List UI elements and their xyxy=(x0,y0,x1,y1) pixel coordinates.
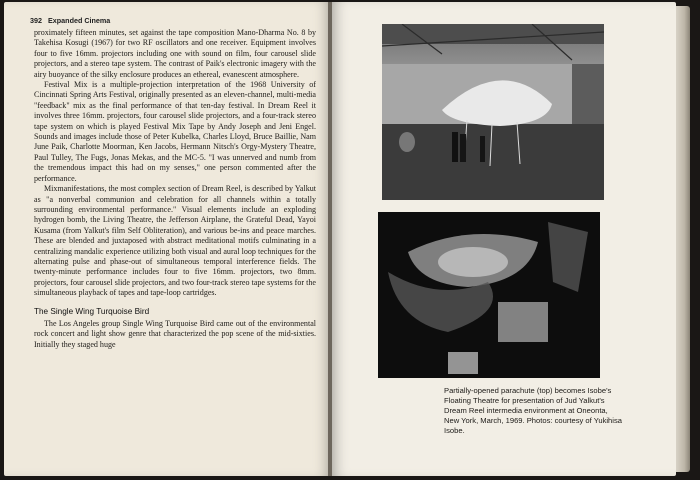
left-page xyxy=(4,2,330,476)
section-subheading: The Single Wing Turquoise Bird xyxy=(34,306,150,316)
paragraph-festival-mix: Festival Mix is a multiple-projection interpretation of the 1968 University of Cincinnati Spring Arts Festival, originally presented as an eleven-channel, multi-media "feedback" mix as the final performance of that ten-day festival. In Dream Reel it involves three 16mm. projectors, four carousel slide projectors, and a four-track stereo tape system on which is played Festival Mix Tape by Andy Joseph and Jeni Engel. Sounds and images include those of Peter Kubelka, Charles Lloyd, Bruce Baillie, Nam June Paik, Charlotte Moorman, Ken Jacobs, Hermann Nitsch's Orgy-Mystery Theatre, Paul Tulley, The Fugs, Jonas Mekas, and the MC-5. "I was unnerved and numb from the tremendous impact this had on my senses," one person commented after the performance. xyxy=(34,80,316,183)
running-title: Expanded Cinema xyxy=(48,16,111,25)
parachute-photo-drawing xyxy=(382,24,604,200)
running-head xyxy=(30,16,316,25)
parachute-photo xyxy=(382,24,604,200)
right-page xyxy=(332,2,676,476)
dream-reel-photo xyxy=(378,212,600,378)
paragraph-1: proximately fifteen minutes, set against the tape composition Mano-Dharma No. 8 by Takehisa Kosugi (1967) for two RF oscillators and one receiver. Equipment involves four to five 16mm. projectors including one with sound on film, four carousel slide projectors, and a stereo tape system. The contrast of Paik's electronic imagery with the airy buoyance of the silky enclosure produces an ethereal, evanescent atmosphere. xyxy=(34,28,316,79)
photo-caption: Partially-opened parachute (top) becomes Isobe's Floating Theatre for presentation of Jud Yalkut's Dream Reel intermedia environment at Oneonta, New York, March, 1969. Photos: courtesy of Yukihisa Isobe. xyxy=(444,386,622,436)
page-edges xyxy=(676,6,690,472)
dream-reel-photo-drawing xyxy=(378,212,600,378)
paragraph-single-wing: The Los Angeles group Single Wing Turquoise Bird came out of the environmental rock concert and light show genre that characterized the pop scene of the mid-sixties. Initially they staged huge xyxy=(34,318,316,349)
paragraph-mixmanifestations: Mixmanifestations, the most complex section of Dream Reel, is described by Yalkut as "a nonverbal communion and celebration for all channels within a totally surrounding environmental performance." Visual elements include an exploding hydrogen bomb, the Living Theatre, the Jefferson Airplane, the Grateful Dead, Yayoi Kusama (from Yalkut's film Self Obliteration), and various be-ins and peace marches. These are blended and juxtaposed with abstract meditational motifs culminating in a centralizing mandalic experience utilizing both visual and aural loop techniques for the alternating pulse and phase-out of simultaneous temporal interference fields. The twenty-minute performance includes four to five 16mm. projectors, two 8mm. projectors, four carousel slide projectors, and two four-track stereo tape systems for the simultaneous playback of tapes and tape-loop cartridges. xyxy=(34,184,316,298)
body-text xyxy=(34,28,316,350)
book-spread xyxy=(4,2,694,476)
page-number: 392 xyxy=(30,16,42,25)
